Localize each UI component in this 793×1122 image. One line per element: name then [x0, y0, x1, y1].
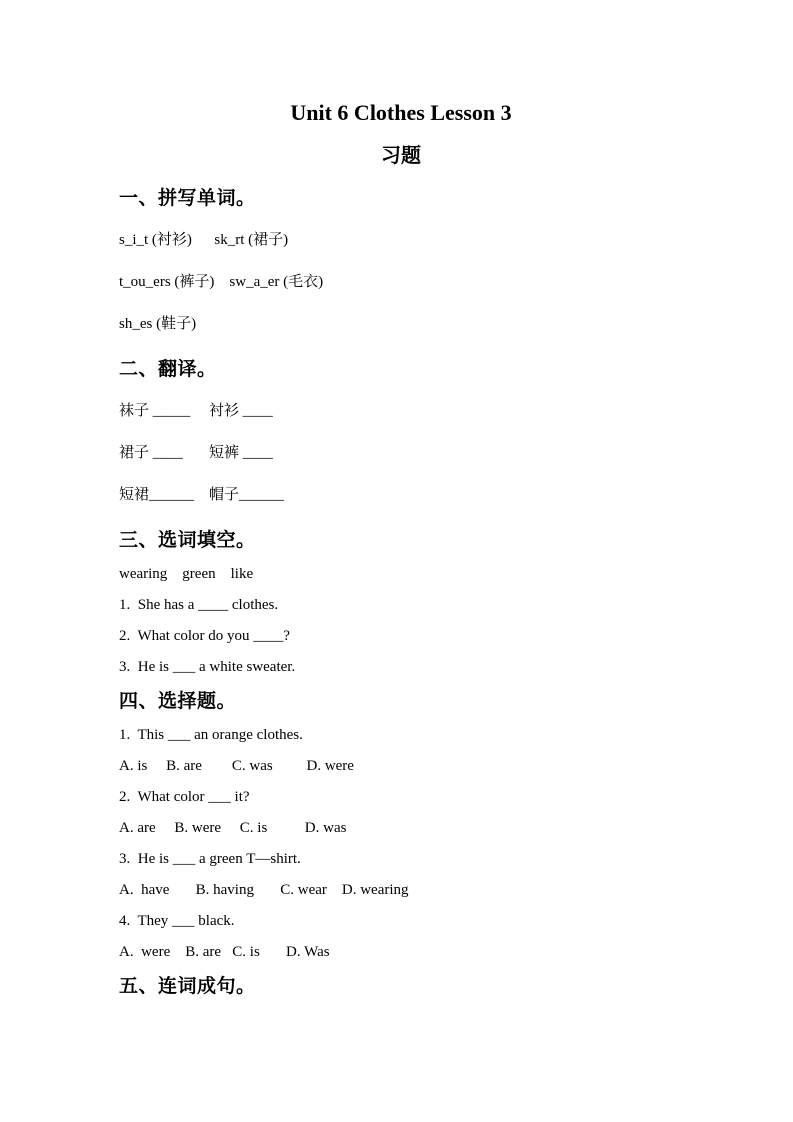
word-bank: wearing green like: [119, 566, 254, 582]
fill-blank-question: 1. She has a ____ clothes.: [119, 597, 279, 613]
doc-title: Unit 6 Clothes Lesson 3: [290, 100, 512, 125]
spell-words-line: t_ou_ers (裤子) sw_a_er (毛衣): [119, 274, 324, 290]
section-translate-heading: 二、翻译。: [119, 359, 217, 380]
section-multiple-choice: [119, 688, 683, 962]
fill-blank-question: 2. What color do you ____?: [119, 628, 290, 644]
spell-words-line: sh_es (鞋子): [119, 316, 197, 332]
section-spell-words: [119, 185, 683, 334]
choice-options: A. is B. are C. was D. were: [119, 758, 354, 774]
section-make-sentences: [119, 973, 683, 1000]
translate-line: 短裙______ 帽子______: [119, 487, 285, 503]
translate-line: 裙子 ____ 短裤 ____: [119, 445, 273, 461]
choice-options: A. have B. having C. wear D. wearing: [119, 882, 409, 898]
choice-question: 3. He is ___ a green T—shirt.: [119, 851, 301, 867]
fill-blank-question: 3. He is ___ a white sweater.: [119, 659, 296, 675]
section-make-sentences-heading: 五、连词成句。: [119, 976, 256, 997]
doc-subtitle: 习题: [381, 145, 421, 167]
section-translate: [119, 356, 683, 505]
section-multiple-choice-heading: 四、选择题。: [119, 691, 237, 712]
section-spell-words-heading: 一、拼写单词。: [119, 188, 256, 209]
section-fill-blanks-heading: 三、选词填空。: [119, 530, 256, 551]
section-fill-blanks: [119, 527, 683, 677]
choice-options: A. were B. are C. is D. Was: [119, 944, 330, 960]
spell-words-line: s_i_t (衬衫) sk_rt (裙子): [119, 232, 289, 248]
choice-question: 1. This ___ an orange clothes.: [119, 727, 303, 743]
translate-line: 袜子 _____ 衬衫 ____: [119, 403, 273, 419]
choice-question: 4. They ___ black.: [119, 913, 235, 929]
choice-question: 2. What color ___ it?: [119, 789, 250, 805]
choice-options: A. are B. were C. is D. was: [119, 820, 347, 836]
